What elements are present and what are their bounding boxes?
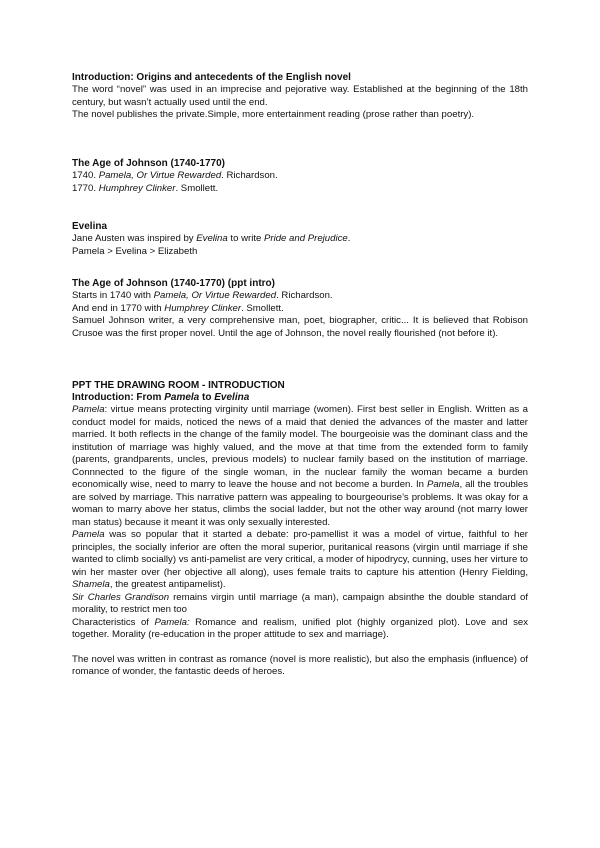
paragraph: Pamela > Evelina > Elizabeth [72,245,198,257]
section-heading: PPT THE DRAWING ROOM - INTRODUCTION [72,380,285,391]
section-age-of-johnson [72,158,528,195]
paragraph: Pamela: virtue means protecting virginity until marriage (women). First best seller in English. Written as a conduct model for maids, noticed the news of a maid that denied the advances of the master and latter married. It both reflects in the change of the family model. The bourgeoisie was the dominant class and the institution of marriage was highly valued, and the move at that time from the extended form to family (parents, grandparents, uncles, previous models) to nuclear family based on the institution of marriage. Connnected to the figure of the single woman, in the nuclear family the woman became a burden economically wise, need to marry to leave the house and not become a burden. In Pamela, all the troubles are solved by marriage. This narrative pattern was appealing to bourgeourise’s problems. It was okay for a woman to marry above her status, climbs the social ladder, but not the other way around (not marry lower man status) because it meant it was only sexually interested. [72,404,528,528]
paragraph: Characteristics of Pamela: Romance and realism, unified plot (highly organized plot). Love and sex together. Morality (re-education in the proper attitude to sex and marriage). [72,616,528,640]
paragraph: Starts in 1740 with Pamela, Or Virtue Rewarded. Richardson. [72,290,333,301]
paragraph: Sir Charles Grandison remains virgin until marriage (a man), campaign absinthe the double standard of morality, to restrict men too [72,591,528,615]
section-drawing-room [72,380,528,679]
paragraph: And end in 1770 with Humphrey Clinker. Smollett. [72,302,284,314]
paragraph: 1740. Pamela, Or Virtue Rewarded. Richardson. [72,170,278,181]
paragraph: Jane Austen was inspired by Evelina to write Pride and Prejudice. [72,233,351,244]
paragraph: The novel was written in contrast as romance (novel is more realistic), but also the emphasis (influence) of romance of wonder, the fantastic deeds of heroes. [72,653,528,677]
section-heading: Evelina [72,221,108,232]
paragraph: Samuel Johnson writer, a very comprehensive man, poet, biographer, critic... It is believed that Robison Crusoe was the first proper novel. Until the age of Johnson, the novel really flourished (not before it). [72,315,528,339]
section-age-of-johnson-ppt [72,278,528,340]
paragraph: The novel publishes the private.Simple, more entertainment reading (prose rather than poetry). [72,109,475,120]
section-origins [72,72,528,122]
section-heading: The Age of Johnson (1740-1770) (ppt intro) [72,278,275,289]
section-subheading: Introduction: From Pamela to Evelina [72,392,250,403]
section-evelina [72,221,528,258]
section-heading: The Age of Johnson (1740-1770) [72,158,225,169]
paragraph: 1770. Humphrey Clinker. Smollett. [72,182,219,194]
paragraph: Pamela was so popular that it started a debate: pro-pamellist it was a model of virtue, faithful to her principles, the socially inferior are often the moral superior, puritanical reasons (virgin until marriage if she wanted to climb socially) vs anti-pamelist are very critical, a moder of hipodrycy, cunning, uses her virture to win her master over (her objective all along), uses female traits to capture his attention (Henry Fielding, Shamela, the greatest antipamelist). [72,529,528,590]
paragraph: The word “novel” was used in an imprecise and pejorative way. Established at the beginning of the 18th century, but wasn’t actually used until the end. [72,84,528,108]
section-heading: Introduction: Origins and antecedents of the English novel [72,72,351,83]
